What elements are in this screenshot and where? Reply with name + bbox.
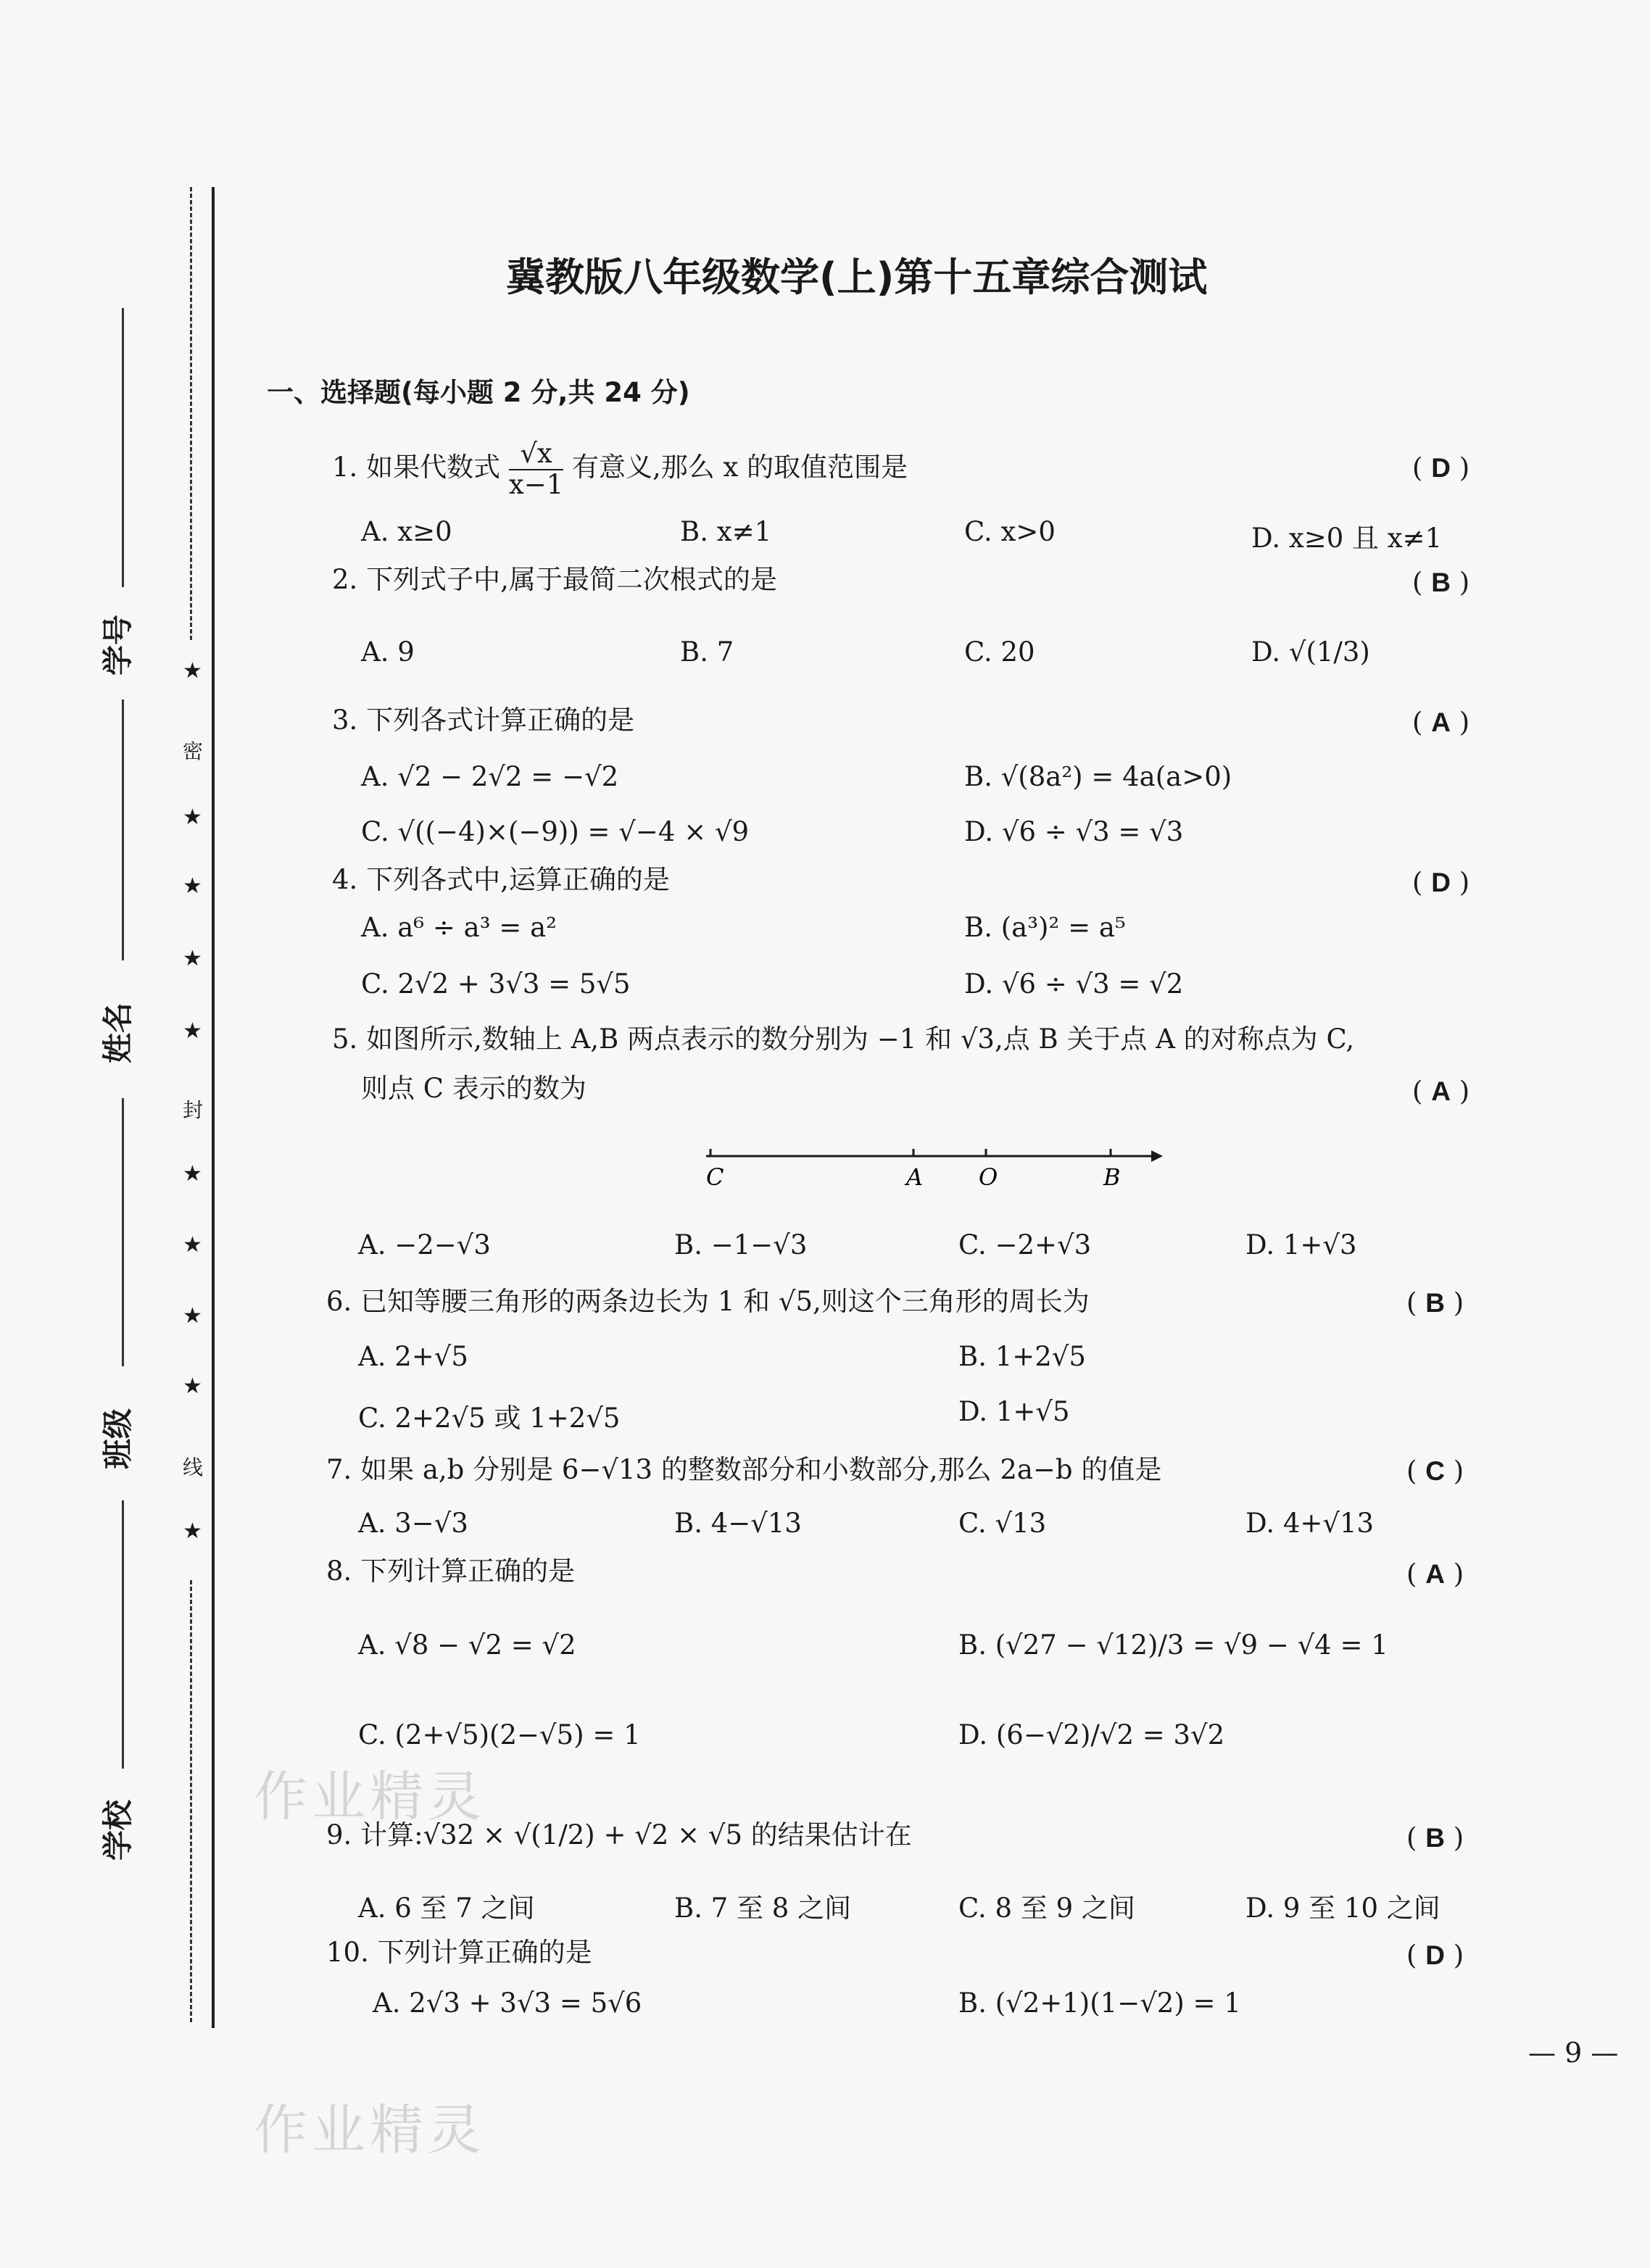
sideline (122, 699, 124, 960)
option-3b: B. √(8a²) = 4a(a>0) (964, 761, 1232, 792)
star-icon: ★ (183, 1018, 202, 1044)
option-4b: B. (a³)² = a⁵ (964, 912, 1126, 943)
option-5b: B. −1−√3 (674, 1229, 808, 1260)
option-8a: A. √8 − √2 = √2 (358, 1629, 576, 1661)
number-line-figure (696, 1134, 1174, 1192)
option-7b: B. 4−√13 (674, 1508, 802, 1539)
label-o: O (979, 1163, 998, 1191)
question-10-stem: 10. 下列计算正确的是 (326, 1937, 592, 1968)
fraction: $\frac{√x}{x-1}$ (508, 438, 564, 500)
binding-dashed-line (190, 1580, 192, 2022)
binding-dashed-line (190, 187, 192, 640)
answer-4: ( D ) (1412, 867, 1470, 898)
option-5d: D. 1+√3 (1245, 1229, 1357, 1260)
label-c: C (706, 1163, 724, 1191)
answer-2: ( B ) (1412, 567, 1470, 598)
option-2b: B. 7 (680, 636, 734, 668)
option-6a: A. 2+√5 (358, 1341, 468, 1372)
question-4-stem: 4. 下列各式中,运算正确的是 (332, 864, 670, 895)
option-4d: D. √6 ÷ √3 = √2 (964, 968, 1184, 1000)
sideline (122, 1500, 124, 1769)
sideline (122, 1098, 124, 1366)
option-7a: A. 3−√3 (358, 1508, 468, 1539)
option-1c: C. x>0 (964, 516, 1056, 547)
question-5-stem: 5. 如图所示,数轴上 A,B 两点表示的数分别为 −1 和 √3,点 B 关于点 A 的对称点为 C, (332, 1023, 1355, 1055)
answer-8: ( A ) (1406, 1558, 1464, 1590)
option-6b: B. 1+2√5 (958, 1341, 1086, 1372)
sideline (122, 308, 124, 587)
option-8b: B. (√27 − √12)/3 = √9 − √4 = 1 (958, 1629, 1388, 1661)
answer-10: ( D ) (1406, 1940, 1464, 1971)
star-icon: ★ (183, 946, 202, 971)
watermark: 作业精灵 (254, 1766, 486, 1828)
page-title: 冀教版八年级数学(上)第十五章综合测试 (506, 254, 1208, 300)
option-2c: C. 20 (964, 636, 1035, 668)
option-3c: C. √((−4)×(−9)) = √−4 × √9 (361, 816, 750, 847)
option-1a: A. x≥0 (361, 516, 452, 547)
option-8c: C. (2+√5)(2−√5) = 1 (358, 1719, 641, 1750)
option-7d: D. 4+√13 (1245, 1508, 1375, 1539)
option-1d: D. x≥0 且 x≠1 (1251, 523, 1443, 554)
option-5a: A. −2−√3 (358, 1229, 491, 1260)
question-8-stem: 8. 下列计算正确的是 (326, 1555, 576, 1587)
star-icon: ★ (183, 873, 202, 899)
option-2d: D. √(1/3) (1251, 636, 1370, 668)
seal-char-mi: 密 (183, 739, 204, 763)
label-school: 学校 (100, 1799, 136, 1861)
answer-1: ( D ) (1412, 452, 1470, 483)
option-10b: B. (√2+1)(1−√2) = 1 (958, 1987, 1241, 2019)
star-icon: ★ (183, 1519, 202, 1544)
star-icon: ★ (183, 658, 202, 684)
option-9b: B. 7 至 8 之间 (674, 1893, 852, 1924)
star-icon: ★ (183, 1161, 202, 1187)
option-3a: A. √2 − 2√2 = −√2 (361, 761, 619, 792)
answer-6: ( B ) (1406, 1287, 1464, 1318)
label-name: 姓名 (100, 1002, 136, 1064)
arrow-icon (1151, 1150, 1163, 1162)
label-class: 班级 (100, 1408, 136, 1470)
question-6-stem: 6. 已知等腰三角形的两条边长为 1 和 √5,则这个三角形的周长为 (326, 1286, 1090, 1317)
option-8d: D. (6−√2)/√2 = 3√2 (958, 1719, 1225, 1750)
answer-3: ( A ) (1412, 707, 1470, 738)
binding-rule-thick (212, 187, 215, 2028)
option-9c: C. 8 至 9 之间 (958, 1893, 1135, 1924)
page-number: — 9 — (1528, 2037, 1619, 2069)
question-2-stem: 2. 下列式子中,属于最简二次根式的是 (332, 564, 777, 595)
label-a: A (906, 1163, 924, 1191)
star-icon: ★ (183, 1374, 202, 1399)
question-5-stem-cont: 则点 C 表示的数为 (361, 1073, 586, 1104)
option-4a: A. a⁶ ÷ a³ = a² (361, 912, 557, 943)
option-2a: A. 9 (361, 636, 415, 668)
question-7-stem: 7. 如果 a,b 分别是 6−√13 的整数部分和小数部分,那么 2a−b 的值是 (326, 1454, 1162, 1485)
option-10a: A. 2√3 + 3√3 = 5√6 (373, 1987, 642, 2019)
option-9a: A. 6 至 7 之间 (358, 1893, 535, 1924)
option-4c: C. 2√2 + 3√3 = 5√5 (361, 968, 631, 1000)
star-icon: ★ (183, 1303, 202, 1329)
star-icon: ★ (183, 805, 202, 830)
seal-char-feng: 封 (183, 1098, 204, 1122)
label-b: B (1103, 1163, 1121, 1191)
watermark: 作业精灵 (254, 2099, 486, 2161)
answer-7: ( C ) (1406, 1455, 1464, 1487)
star-icon: ★ (183, 1232, 202, 1258)
option-6d: D. 1+√5 (958, 1396, 1070, 1427)
option-3d: D. √6 ÷ √3 = √3 (964, 816, 1184, 847)
option-9d: D. 9 至 10 之间 (1245, 1893, 1440, 1924)
option-7c: C. √13 (958, 1508, 1047, 1539)
option-5c: C. −2+√3 (958, 1229, 1092, 1260)
question-9-stem: 9. 计算:√32 × √(1/2) + √2 × √5 的结果估计在 (326, 1819, 912, 1850)
seal-char-xian: 线 (183, 1455, 204, 1479)
label-student-id: 学号 (100, 614, 136, 676)
option-6c: C. 2+2√5 或 1+2√5 (358, 1403, 621, 1434)
answer-5: ( A ) (1412, 1076, 1470, 1107)
question-1-stem: 1. 如果代数式 $\frac{√x}{x-1}$ 有意义,那么 x 的取值范围是 (332, 438, 908, 500)
option-1b: B. x≠1 (680, 516, 772, 547)
section-heading: 一、选择题(每小题 2 分,共 24 分) (267, 377, 690, 408)
question-3-stem: 3. 下列各式计算正确的是 (332, 705, 635, 736)
answer-9: ( B ) (1406, 1822, 1464, 1853)
